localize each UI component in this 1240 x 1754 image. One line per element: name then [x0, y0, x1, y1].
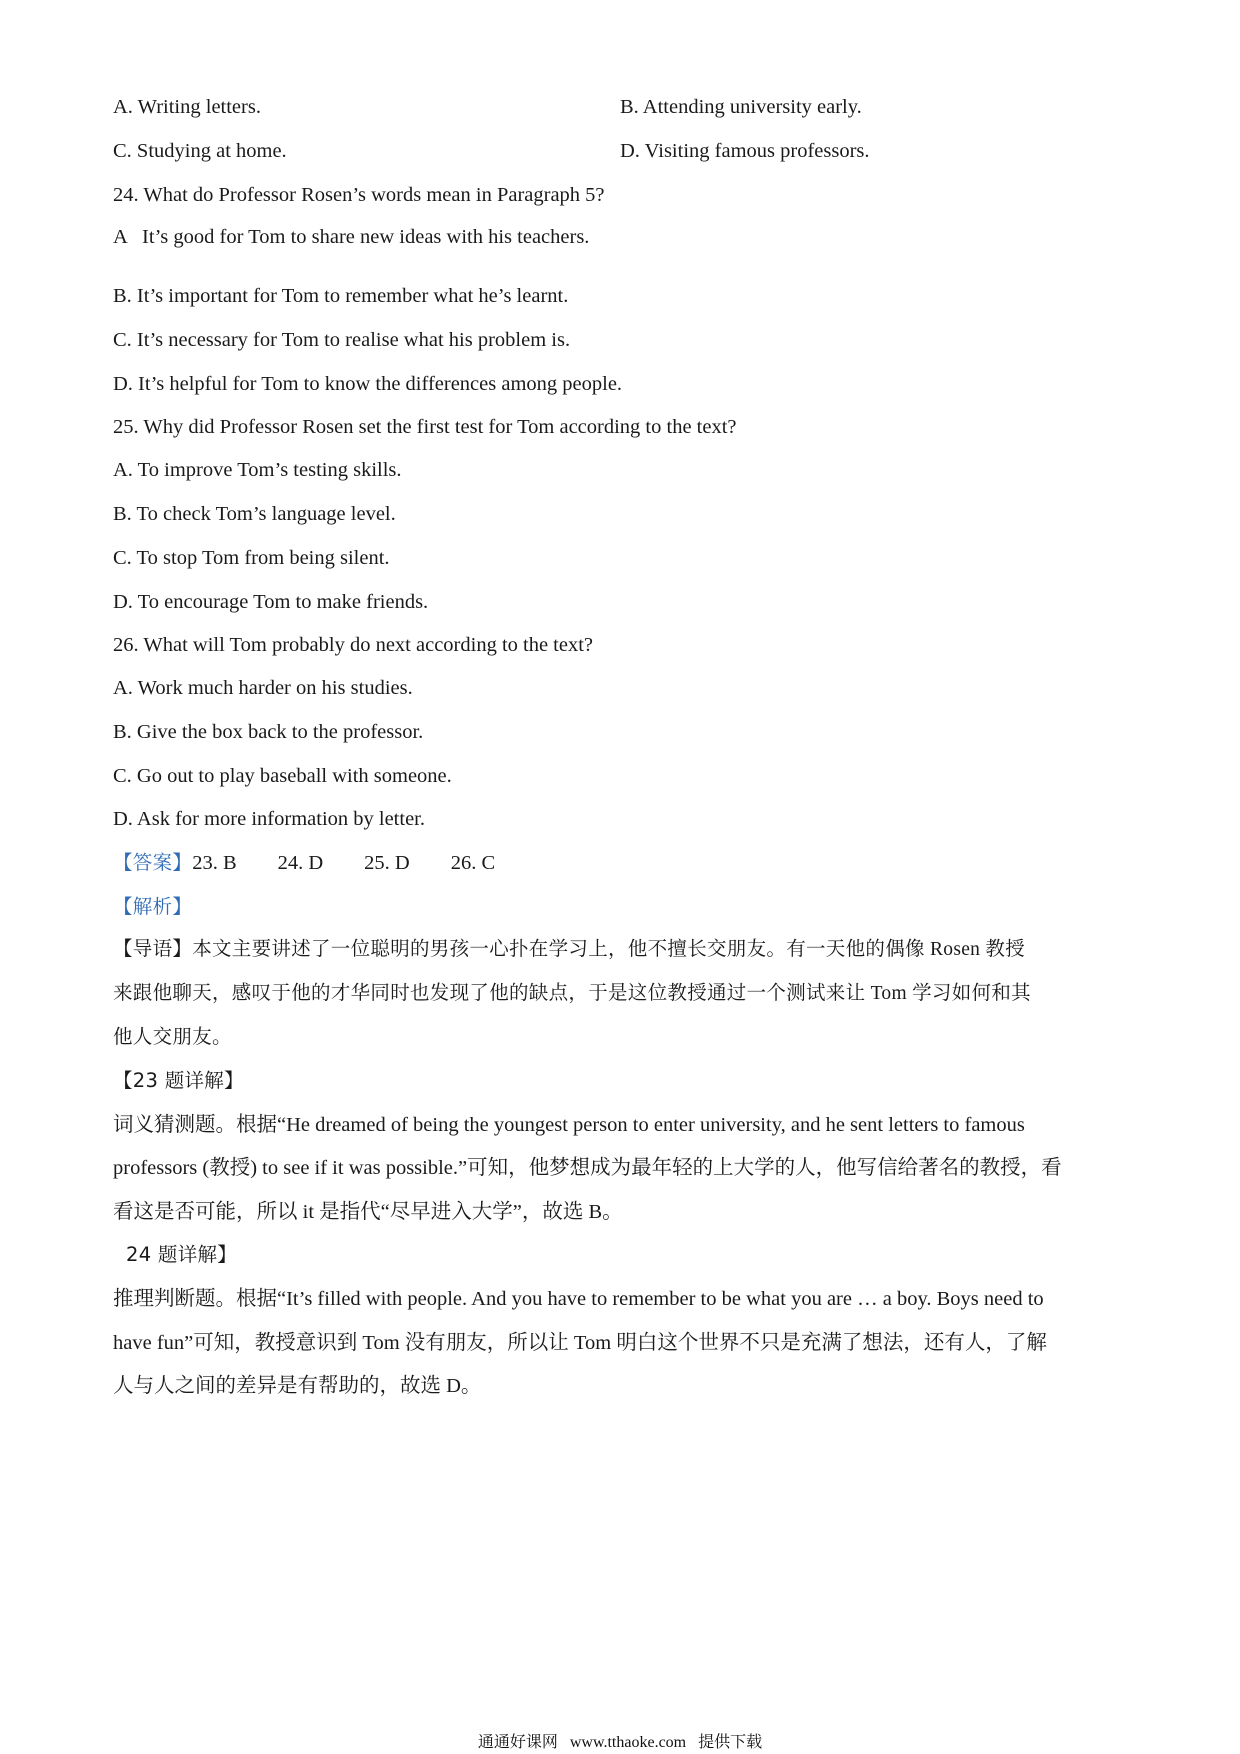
detail23-line-3: 看这是否可能，所以 it 是指代“尽早进入大学”，故选 B。: [113, 1201, 623, 1223]
q26-option-c: C. Go out to play baseball with someone.: [113, 765, 452, 787]
answer-line: [113, 849, 495, 877]
intro-text-1: 本文主要讲述了一位聪明的男孩一心扑在学习上，他不擅长交朋友。有一天他的偶像 Rosen 教授: [192, 939, 1026, 960]
footer-site-name: 通通好课网: [477, 1732, 558, 1751]
intro-label: 【导语】: [113, 939, 193, 960]
footer-note: 提供下载: [698, 1732, 763, 1751]
intro-line-3: 他人交朋友。: [113, 1027, 232, 1048]
q26-option-d: D. Ask for more information by letter.: [113, 808, 425, 830]
q24-option-a: A It’s good for Tom to share new ideas with his teachers.: [113, 226, 590, 248]
intro-line-1: [113, 936, 1025, 964]
q23-option-c: C. Studying at home.: [113, 140, 287, 162]
q26-option-a: A. Work much harder on his studies.: [113, 677, 413, 699]
detail23-heading: 【23 题详解】: [113, 1069, 244, 1092]
intro-line-2: 来跟他聊天，感叹于他的才华同时也发现了他的缺点，于是这位教授通过一个测试来让 Tom 学习如何和其: [113, 983, 1031, 1004]
q26-option-b: B. Give the box back to the professor.: [113, 721, 424, 743]
page-footer: [0, 1732, 1240, 1753]
q25-option-a: A. To improve Tom’s testing skills.: [113, 459, 402, 481]
q25-option-b: B. To check Tom’s language level.: [113, 503, 396, 525]
detail23-line-1: 词义猜测题。根据“He dreamed of being the youngest person to enter university, and he sent letters to famous: [113, 1114, 1025, 1136]
q23-option-d: D. Visiting famous professors.: [620, 140, 870, 162]
footer-url[interactable]: www.tthaoke.com: [569, 1734, 687, 1751]
answer-values: 23. B 24. D 25. D 26. C: [192, 852, 496, 874]
detail23-line-2: professors (教授) to see if it was possible.”可知，他梦想成为最年轻的上大学的人，他写信给著名的教授，看: [113, 1157, 1062, 1179]
detail24-line-2: have fun”可知，教授意识到 Tom 没有朋友，所以让 Tom 明白这个世界不只是充满了想法，还有人，了解: [113, 1332, 1047, 1354]
detail24-line-3: 人与人之间的差异是有帮助的，故选 D。: [113, 1375, 482, 1397]
q26-question: 26. What will Tom probably do next according to the text?: [113, 634, 594, 656]
q24-option-d: D. It’s helpful for Tom to know the differences among people.: [113, 373, 623, 395]
answer-label: 【答案】: [113, 851, 193, 874]
q24-option-b: B. It’s important for Tom to remember what he’s learnt.: [113, 285, 569, 307]
analysis-label: 【解析】: [113, 895, 193, 918]
q23-option-b: B. Attending university early.: [620, 96, 862, 118]
q25-option-c: C. To stop Tom from being silent.: [113, 547, 390, 569]
q25-question: 25. Why did Professor Rosen set the first test for Tom according to the text?: [113, 416, 737, 438]
q25-option-d: D. To encourage Tom to make friends.: [113, 591, 429, 613]
q23-option-a: A. Writing letters.: [113, 96, 261, 118]
detail24-heading: 24 题详解】: [126, 1243, 238, 1266]
q24-question: 24. What do Professor Rosen’s words mean in Paragraph 5?: [113, 184, 605, 206]
detail24-line-1: 推理判断题。根据“It’s filled with people. And you have to remember to be what you are … a boy. Boys need to: [113, 1288, 1044, 1310]
q24-option-c: C. It’s necessary for Tom to realise what his problem is.: [113, 329, 571, 351]
